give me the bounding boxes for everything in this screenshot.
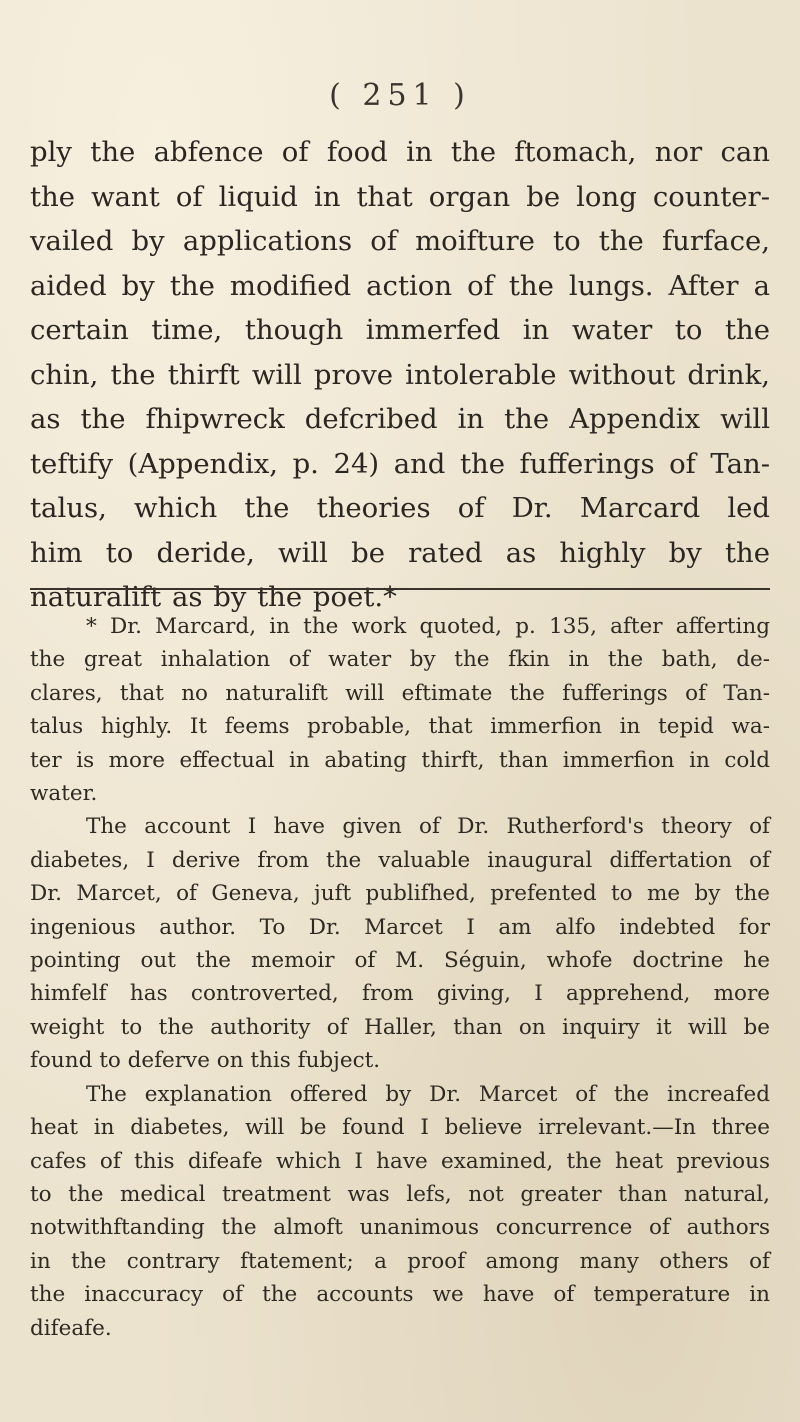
main-text-line: teftify (Appendix, p. 24) and the fufferings of Tan- bbox=[30, 447, 770, 480]
footnote-line: found to deferve on this fubject. bbox=[30, 1048, 381, 1074]
footnote-line: The account I have given of Dr. Rutherford's theory of bbox=[86, 814, 770, 840]
main-text-line: certain time, though immerfed in water to the bbox=[30, 314, 770, 346]
footnote-line: himfelf has controverted, from giving, I apprehend, more bbox=[30, 981, 770, 1007]
footnote-line: notwithftanding the almoft unanimous concurrence of authors bbox=[30, 1215, 770, 1241]
page-number: ( 251 ) bbox=[329, 78, 471, 113]
book-page bbox=[30, 0, 770, 1422]
main-text-line: naturalift as by the poet.* bbox=[30, 581, 397, 613]
footnote-line: ingenious author. To Dr. Marcet I am alfo indebted for bbox=[30, 914, 770, 940]
main-text-line: vailed by applications of moifture to the furface, bbox=[30, 225, 770, 257]
main-text-line: aided by the modified action of the lungs. After a bbox=[30, 269, 770, 302]
footnote-block bbox=[30, 610, 770, 1345]
footnote-line: weight to the authority of Haller, than on inquiry it will be bbox=[30, 1014, 770, 1040]
footnote-divider bbox=[30, 588, 770, 590]
main-text-line: him to deride, will be rated as highly by the bbox=[30, 536, 770, 569]
footnote-paragraph bbox=[30, 610, 770, 810]
footnote-line: diabetes, I derive from the valuable inaugural differtation of bbox=[30, 847, 770, 873]
footnote-line: to the medical treatment was lefs, not greater than natural, bbox=[30, 1181, 770, 1207]
main-text-line: the want of liquid in that organ be long counter- bbox=[30, 180, 770, 213]
footnote-line: * Dr. Marcard, in the work quoted, p. 135, after afferting bbox=[86, 614, 770, 639]
footnote-line: heat in diabetes, will be found I believe irrelevant.—In three bbox=[30, 1115, 770, 1141]
footnote-line: pointing out the memoir of M. Séguin, whofe doctrine he bbox=[30, 948, 770, 974]
footnote-line: the inaccuracy of the accounts we have of temperature in bbox=[30, 1282, 770, 1308]
footnote-line: Dr. Marcet, of Geneva, juft publifhed, prefented to me by the bbox=[30, 881, 770, 907]
footnote-line: talus highly. It feems probable, that immerfion in tepid wa- bbox=[30, 714, 770, 740]
main-text-line: chin, the thirft will prove intolerable without drink, bbox=[30, 358, 770, 391]
main-text-line: ply the abfence of food in the ftomach, nor can bbox=[30, 136, 770, 168]
footnote-line: The explanation offered by Dr. Marcet of the increafed bbox=[86, 1081, 770, 1107]
footnote-line: clares, that no naturalift will eftimate the fufferings of Tan- bbox=[30, 680, 770, 706]
main-text-body bbox=[30, 130, 770, 620]
main-text-line: as the fhipwreck defcribed in the Appendix will bbox=[30, 403, 770, 435]
footnote-line: in the contrary ftatement; a proof among many others of bbox=[30, 1248, 770, 1274]
footnote-line: cafes of this difeafe which I have examined, the heat previous bbox=[30, 1148, 770, 1174]
footnote-line: the great inhalation of water by the fkin in the bath, de- bbox=[30, 647, 770, 673]
footnote-line: ter is more effectual in abating thirft, than immerfion in cold bbox=[30, 747, 770, 773]
footnote-line: water. bbox=[30, 781, 98, 807]
main-text-line: talus, which the theories of Dr. Marcard led bbox=[30, 492, 770, 524]
footnote-paragraph bbox=[30, 810, 770, 1077]
footnote-line: difeafe. bbox=[30, 1315, 112, 1341]
footnote-paragraph bbox=[30, 1078, 770, 1345]
